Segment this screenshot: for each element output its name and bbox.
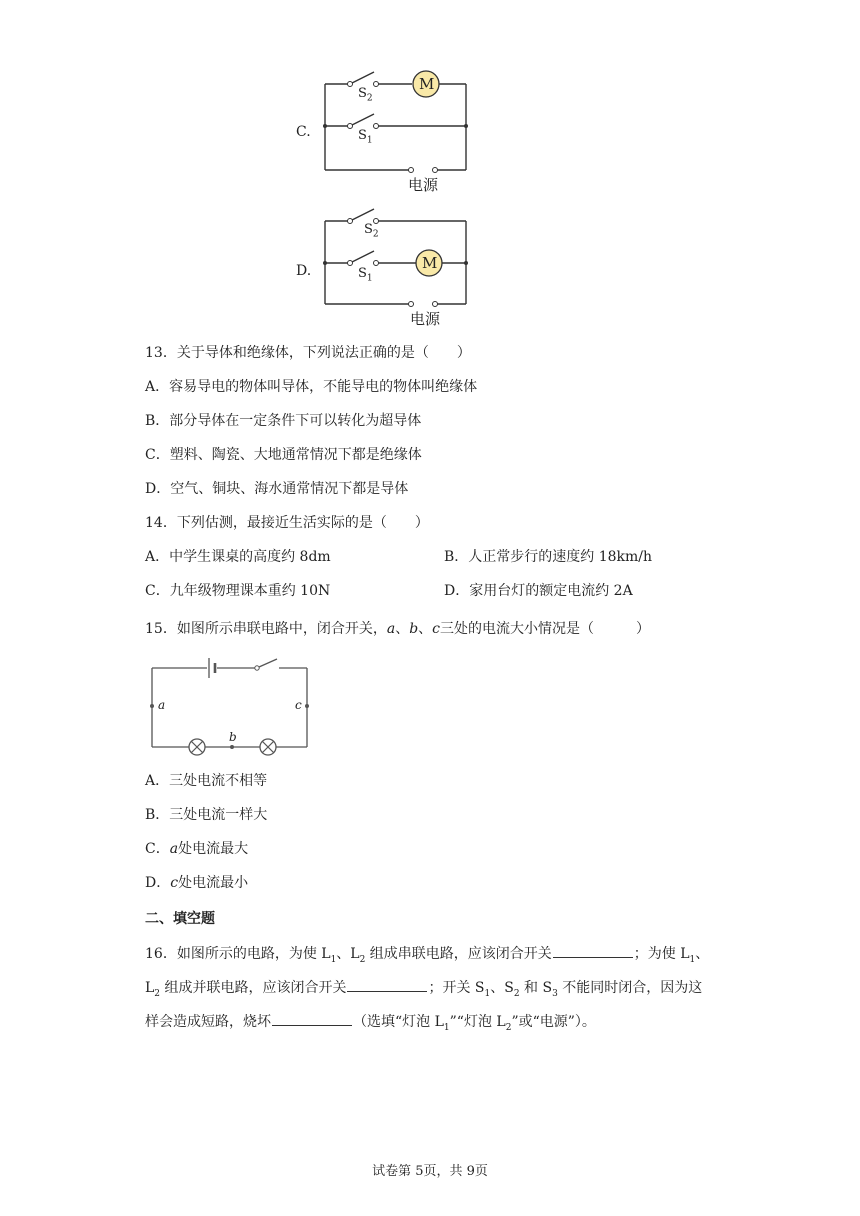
motor-label: M [419,75,435,93]
q15-option-d: D．c处电流最小 [145,875,249,891]
switch-s2-label: $S_2$ [364,222,379,240]
option-d-label: D. [296,263,312,279]
answer-blank[interactable] [347,977,427,992]
point-c-label: c [295,698,302,712]
q14-option-b: B．人正常步行的速度约 18km/h [444,549,653,565]
q16-line-1: 16．如图所示的电路，为使 $L_1$、$L_2$ 组成串联电路，应该闭合开关 ；为使 $L_1$、 [145,943,709,969]
q15-option-b: B．三处电流一样大 [145,807,268,823]
switch-s1-label: $S_1$ [358,128,373,146]
option-c-label: C. [296,124,311,140]
q15-option-c: C．a处电流最大 [145,841,249,857]
q14-option-d: D．家用台灯的额定电流约 2A [444,583,633,599]
series-circuit-diagram [145,654,315,756]
q13-option-d: D．空气、铜块、海水通常情况下都是导体 [145,481,409,497]
switch-s1-label: $S_1$ [358,266,373,284]
q13-option-a: A．容易导电的物体叫导体，不能导电的物体叫绝缘体 [145,379,478,395]
q16-line-3: 样会造成短路，烧坏 （选填“灯泡 $L_1”“$灯泡 $L_2$”或“电源”）。 [145,1011,596,1037]
page-footer: 试卷第 5页，共 9页 [372,1164,488,1179]
section-title: 二、填空题 [145,911,215,927]
q14-stem: 14．下列估测，最接近生活实际的是（ ） [145,515,429,531]
q13-option-c: C．塑料、陶瓷、大地通常情况下都是绝缘体 [145,447,422,463]
q13-option-b: B．部分导体在一定条件下可以转化为超导体 [145,413,422,429]
answer-blank[interactable] [553,943,633,958]
answer-blank[interactable] [272,1011,352,1026]
q16-line-2: $L_2$ 组成并联电路，应该闭合开关 ；开关 $S_1$、$S_2$ 和 $S_3$ 不能同时闭合，因为这 [145,977,702,1003]
q15-stem: 15．如图所示串联电路中，闭合开关，a、b、c三处的电流大小情况是（ ） [145,621,650,637]
power-source-label: 电源 [408,176,439,194]
q14-option-c: C．九年级物理课本重约 10N [145,583,331,599]
point-b-label: b [229,730,237,744]
circuit-diagram-c [318,64,488,196]
q14-option-a: A．中学生课桌的高度约 8dm [145,549,331,565]
circuit-diagram-d [318,204,488,336]
power-source-label: 电源 [410,310,441,328]
switch-s2-label: $S_2$ [358,86,373,104]
point-a-label: a [158,698,166,712]
q13-stem: 13．关于导体和绝缘体，下列说法正确的是（ ） [145,345,471,361]
q15-option-a: A．三处电流不相等 [145,773,268,789]
motor-label: M [422,254,438,272]
